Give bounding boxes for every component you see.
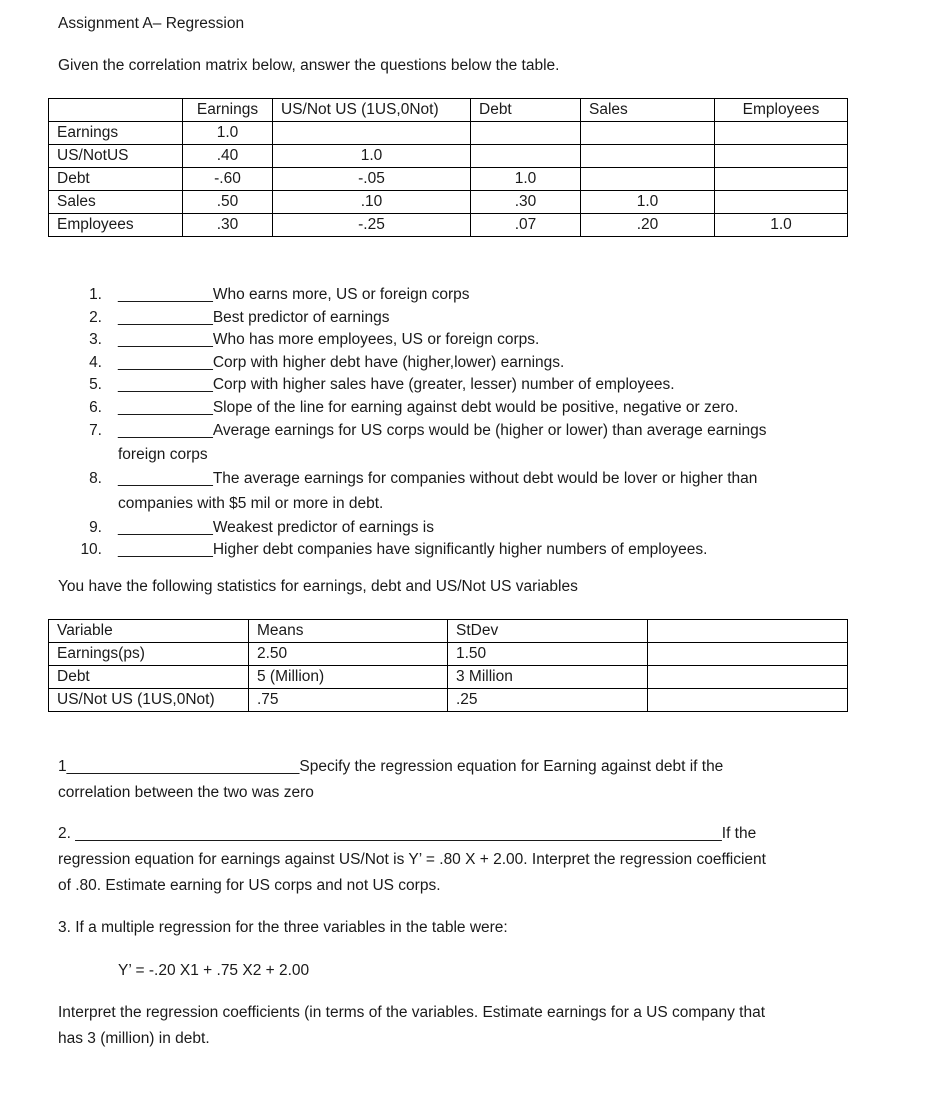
part2-q2-line3: of .80. Estimate earning for US corps and not US corps. (58, 877, 441, 894)
table-row (49, 214, 848, 237)
table-cell (581, 122, 715, 145)
question-text: ___________Average earnings for US corps would be (higher or lower) than average earnings (118, 421, 767, 439)
table-header-cell: Debt (471, 99, 581, 122)
table-row (49, 666, 848, 689)
list-item (60, 352, 840, 375)
table-row (49, 191, 848, 214)
table-header-cell: Sales (581, 99, 715, 122)
item-number: 6. (89, 398, 102, 416)
table-cell: 1.0 (183, 122, 273, 145)
question-text: ___________Who has more employees, US or foreign corps. (118, 331, 540, 349)
part2-q3-line1: 3. If a multiple regression for the three variables in the table were: (58, 919, 508, 936)
table-cell: 2.50 (249, 643, 448, 666)
part2-q2-line2: regression equation for earnings against US/Not is Y’ = .80 X + 2.00. Interpret the regression coefficient (58, 851, 766, 868)
table-header-cell: Variable (49, 620, 249, 643)
table-cell: -.25 (273, 214, 471, 237)
question-continuation: companies with $5 mil or more in debt. (118, 494, 384, 512)
question-text: ___________Higher debt companies have significantly higher numbers of employees. (118, 541, 708, 559)
row-label: Earnings(ps) (49, 643, 249, 666)
list-item (60, 539, 840, 562)
row-label: Debt (49, 168, 183, 191)
table-cell (49, 99, 183, 122)
table-row (49, 145, 848, 168)
table-cell (715, 122, 848, 145)
list-item (60, 420, 840, 469)
question-text: ___________Best predictor of earnings (118, 308, 390, 326)
list-item (60, 329, 840, 352)
list-item (60, 374, 840, 397)
table-row (49, 643, 848, 666)
question-continuation: foreign corps (118, 446, 208, 464)
intro-text: Given the correlation matrix below, answer the questions below the table. (58, 57, 560, 74)
page-title: Assignment A– Regression (58, 15, 245, 32)
list-item (60, 517, 840, 540)
question-text: ___________Who earns more, US or foreign corps (118, 286, 470, 303)
table-cell: .25 (448, 689, 648, 712)
statistics-table (48, 619, 848, 712)
table-header-cell: US/Not US (1US,0Not) (273, 99, 471, 122)
question-list (60, 284, 840, 562)
table-cell: -.60 (183, 168, 273, 191)
question-text: ___________The average earnings for companies without debt would be lover or higher than (118, 470, 758, 488)
table-cell (581, 145, 715, 168)
table-cell (471, 145, 581, 168)
part2-q2-line1: 2. ___________________________________________________________________________If the (58, 825, 757, 842)
question-text: ___________Slope of the line for earning against debt would be positive, negative or zero. (118, 398, 739, 416)
table-cell (648, 689, 848, 712)
table-cell (715, 191, 848, 214)
table-header-cell: Employees (715, 99, 848, 122)
table-cell: .50 (183, 191, 273, 214)
row-label: Employees (49, 214, 183, 237)
item-number: 7. (89, 421, 102, 439)
part2-q3-line3: has 3 (million) in debt. (58, 1030, 210, 1047)
item-number: 4. (89, 353, 102, 371)
table-cell (273, 122, 471, 145)
table-cell: .07 (471, 214, 581, 237)
row-label: Earnings (49, 122, 183, 145)
list-item (60, 284, 840, 307)
item-number: 10. (80, 541, 102, 559)
part2-q3-equation: Y’ = -.20 X1 + .75 X2 + 2.00 (118, 962, 310, 979)
item-number: 1. (89, 286, 102, 303)
table-header-cell: Means (249, 620, 448, 643)
table-row (49, 168, 848, 191)
list-item (60, 397, 840, 420)
question-text: ___________Weakest predictor of earnings is (118, 518, 434, 536)
table-cell (471, 122, 581, 145)
list-item (60, 468, 840, 517)
correlation-table (48, 98, 848, 237)
part2-q1-line2: correlation between the two was zero (58, 784, 314, 801)
part2-q3-line2: Interpret the regression coefficients (in terms of the variables. Estimate earnings for a US company that (58, 1004, 766, 1021)
table-cell: 1.0 (715, 214, 848, 237)
table-cell: 1.50 (448, 643, 648, 666)
row-label: Debt (49, 666, 249, 689)
table-cell (581, 168, 715, 191)
table-cell: .20 (581, 214, 715, 237)
table-cell (648, 666, 848, 689)
row-label: US/NotUS (49, 145, 183, 168)
table-cell: .75 (249, 689, 448, 712)
table-cell (715, 145, 848, 168)
table-cell: 1.0 (471, 168, 581, 191)
list-item (60, 307, 840, 330)
table-header-cell (648, 620, 848, 643)
table-cell: 5 (Million) (249, 666, 448, 689)
table-header-row (49, 620, 848, 643)
table-cell: .40 (183, 145, 273, 168)
table-cell: .30 (183, 214, 273, 237)
table-cell: .30 (471, 191, 581, 214)
question-text: ___________Corp with higher debt have (higher,lower) earnings. (118, 353, 565, 371)
table-row (49, 122, 848, 145)
item-number: 5. (89, 376, 102, 394)
table-cell: 1.0 (273, 145, 471, 168)
table-header-cell: StDev (448, 620, 648, 643)
table-cell: -.05 (273, 168, 471, 191)
table-header-cell: Earnings (183, 99, 273, 122)
row-label: Sales (49, 191, 183, 214)
item-number: 8. (89, 470, 102, 488)
item-number: 2. (89, 308, 102, 326)
table-cell: 3 Million (448, 666, 648, 689)
table-cell (648, 643, 848, 666)
table-cell: 1.0 (581, 191, 715, 214)
table-row (49, 689, 848, 712)
item-number: 9. (89, 518, 102, 536)
table-cell: .10 (273, 191, 471, 214)
row-label: US/Not US (1US,0Not) (49, 689, 249, 712)
question-text: ___________Corp with higher sales have (greater, lesser) number of employees. (118, 376, 675, 394)
part2-q1-line1: 1___________________________Specify the regression equation for Earning against debt if the (58, 758, 724, 775)
table-header-row (49, 99, 848, 122)
table-cell (715, 168, 848, 191)
item-number: 3. (89, 331, 102, 349)
stats-intro: You have the following statistics for earnings, debt and US/Not US variables (58, 578, 578, 595)
